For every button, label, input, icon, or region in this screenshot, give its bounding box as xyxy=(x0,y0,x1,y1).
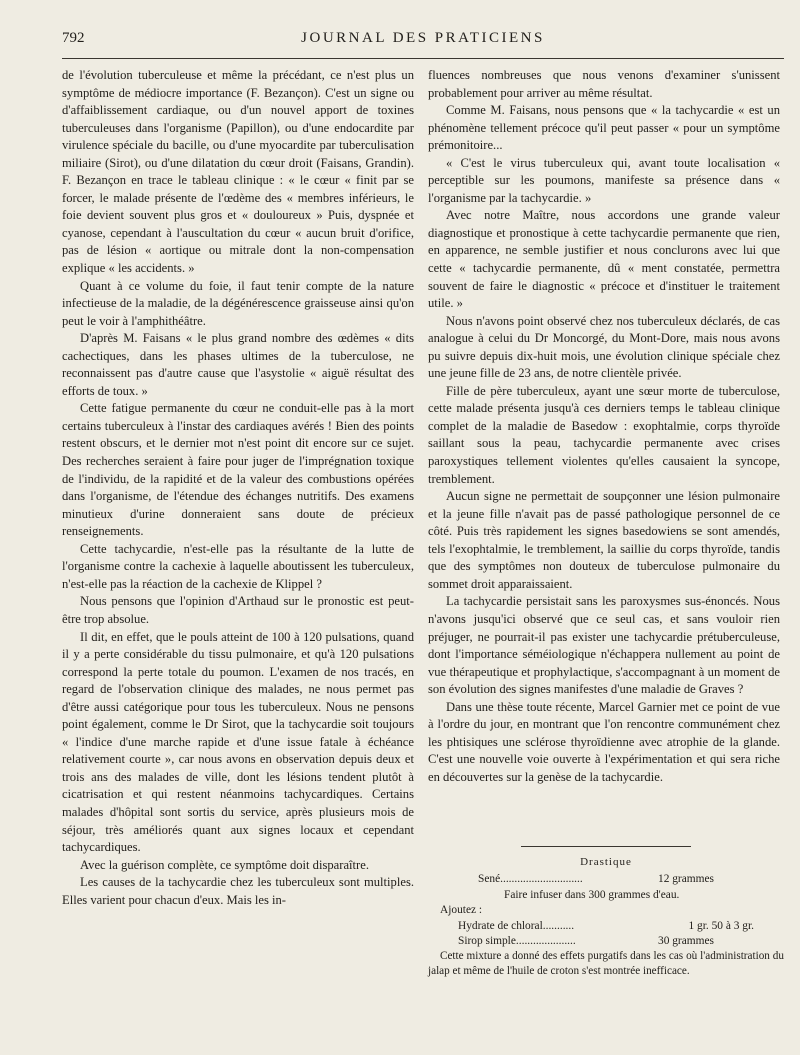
paragraph: Comme M. Faisans, nous pensons que « la tachycardie « est un phénomène tellement précoce qu'il peut passer « pour un symptôme prémonitoire... xyxy=(428,103,780,153)
paragraph: Aucun signe ne permettait de soupçonner une lésion pulmonaire et la jeune fille n'avait pas de passé pathologique personnel de ce côté. Puis très rapidement les signes basedowiens se sont amendés, tels l'exophtalmie, le tremblement, la saillie du corps thyroïde, tandis que des symptômes non douteux de tuberculose pulmonaire du sommet droit apparaissaient. xyxy=(428,489,780,591)
paragraph: de l'évolution tuberculeuse et même la précédant, ce n'est plus un symptôme de médiocre importance (F. Bezançon). C'est un signe ou d'affaiblissement cardiaque, ou d'un nouvel apport de toxines tuberculeuses dans l'organisme (Papillon), ou d'une endocardite par virulence spéciale du bacille, ou d'une myocardite par tuberculisation miliaire (Sirot), ou d'une dilatation du cœur droit (Faisans, Grandin). F. Bezançon en trace le tableau clinique : « le cœur « finit par se forcer, le malade présente de l'œdème des « membres inférieurs, le foie devient souvent plus gros et « douloureux » Puis, dyspnée et cyanose, cependant à l'auscultation du cœur « aucun bruit d'orifice, pas de lésion « aortique ou mitrale dont la non-compensation explique « les accidents. » xyxy=(62,68,414,276)
paragraph: fluences nombreuses que nous venons d'examiner s'unissent probablement pour arriver au même résultat. xyxy=(428,68,780,100)
recipe-ingredient: Sené............................. xyxy=(478,873,583,886)
recipe-ingredient: Sirop simple..................... xyxy=(458,935,576,948)
recipe-rule xyxy=(521,846,691,847)
paragraph: Quant à ce volume du foie, il faut tenir compte de la nature infectieuse de la maladie, de la dégénérescence graisseuse ainsi qu'on peut le voir à l'amphithéâtre. xyxy=(62,278,414,328)
recipe-note: Cette mixture a donné des effets purgatifs dans les cas où l'administration du jalap et même de l'huile de croton s'est montrée inefficace. xyxy=(428,950,784,978)
recipe-quantity: 1 gr. 50 à 3 gr. xyxy=(688,919,754,932)
paragraph: Fille de père tuberculeux, ayant une sœur morte de tuberculose, cette malade présenta jusqu'à ces derniers temps le tableau clinique complet de la maladie de Basedow : exophtalmie, corps thyroïde saillant sous la peau, tachycardie permanente avec crises paroxystiques tellement violentes qu'elles causaient la syncope, tremblement. xyxy=(428,383,780,486)
recipe-box xyxy=(428,840,784,979)
paragraph: Cette fatigue permanente du cœur ne conduit-elle pas à la mort certains tuberculeux à l'instar des cardiaques avérés ! Bien des points restent obscurs, et le dernier mot n'est point dit encore sur ce sujet. Des recherches seraient à faire pour juger de l'imprégnation toxique de l'individu, de la rapidité et de la valeur des combustions opérées dans l'organisme, de l'étendue des échanges nutritifs. Des examens minutieux d'urine donneraient sans doute de précieux renseignements. xyxy=(62,401,414,539)
paragraph: Les causes de la tachycardie chez les tuberculeux sont multiples. Elles varient pour chacun d'eux. Mais les in- xyxy=(62,875,414,907)
recipe-instruction: Faire infuser dans 300 grammes d'eau. xyxy=(504,888,680,901)
left-column xyxy=(62,67,414,909)
recipe-line-chloral xyxy=(428,919,784,934)
right-column xyxy=(428,67,780,786)
recipe-line-sene xyxy=(428,872,784,887)
recipe-ingredient: Hydrate de chloral........... xyxy=(458,919,575,932)
paragraph: « C'est le virus tuberculeux qui, avant toute localisation « perceptible sur les poumons, manifeste sa présence dans « l'organisme par la tachycardie. » xyxy=(428,155,780,205)
paragraph: Avec notre Maître, nous accordons une grande valeur diagnostique et pronostique à cette tachycardie permanente que rien, en apparence, ne semble justifier et nous conclurons avec lui que cette « tachycardie permanente, dû « ment constatée, permettra souvent de faire le diagnostic « précoce et d'instituer le traitement utile. » xyxy=(428,208,780,311)
paragraph: D'après M. Faisans « le plus grand nombre des œdèmes « dits cachectiques, dans les phases ultimes de la tuberculose, ne reconnaissent pas d'autre cause que l'asystolie « aiguë résultat des efforts de toux. » xyxy=(62,331,414,398)
paragraph: Avec la guérison complète, ce symptôme doit disparaître. xyxy=(80,857,369,872)
recipe-quantity: 30 grammes xyxy=(658,935,714,948)
journal-title: JOURNAL DES PRATICIENS xyxy=(301,30,545,46)
paragraph: Il dit, en effet, que le pouls atteint de 100 à 120 pulsations, quand il y a perte considérable du tissu pulmonaire, et qu'à 120 pulsations correspond la perte totale du poumon. L'examen de nos tracés, en regard de l'observation clinique des malades, ne nous permet pas d'être aussi catégorique pour tous les tuberculeux. Nous ne pensons point également, comme le Dr Sirot, que la tachycardie soit toujours « l'indice d'une marche rapide et d'une issue fatale à échéance relativement courte », car nous avons en observation depuis deux et trois ans des malades de ville, dont les lésions tendent plutôt à cicatrisation et qui restent néanmoins tachycardiques. Certains malades d'hôpital sont sortis du service, après plusieurs mois de séjour, très améliorés quant aux signes locaux et cependant tachycardiques. xyxy=(62,629,414,855)
recipe-quantity: 12 grammes xyxy=(658,873,714,886)
paragraph: Cette tachycardie, n'est-elle pas la résultante de la lutte de l'organisme contre la cachexie à laquelle aboutissent les tuberculeux, n'est-elle pas la réaction de la cachexie de Klippel ? xyxy=(62,541,414,591)
page-number: 792 xyxy=(62,30,85,46)
paragraph: Nous pensons que l'opinion d'Arthaud sur le pronostic est peut-être trop absolue. xyxy=(62,594,414,626)
recipe-title: Drastique xyxy=(580,856,632,868)
recipe-line-sirop xyxy=(428,934,784,949)
page-header xyxy=(62,30,784,52)
paragraph: Dans une thèse toute récente, Marcel Garnier met ce point de vue à l'ordre du jour, en montrant que l'on rencontre communément chez les phtisiques une sclérose thyroïdienne avec atrophie de la glande. C'est une nouvelle voie ouverte à l'expérimentation et qui sera riche en découvertes sur la genèse de la tachycardie. xyxy=(428,699,780,784)
header-rule xyxy=(62,58,784,59)
paragraph: La tachycardie persistait sans les paroxysmes sus-énoncés. Nous n'avons jusqu'ici observé que ce seul cas, et sans vouloir rien préjuger, ne pourrait-il pas exister une tachycardie prétuberculeuse, dont l'importance séméiologique n'échappera nullement au point de vue thérapeutique et prophylactique, s'accompagnant à un moment de son évolution des signes manifestes d'une maladie de Graves ? xyxy=(428,594,780,697)
paragraph: Nous n'avons point observé chez nos tuberculeux déclarés, de cas analogue à celui du Dr Moncorgé, du Mont-Dore, mais nous avons pu suivre depuis dix-huit mois, une évolution clinique spéciale chez une jeune fille de 23 ans, de notre clientèle privée. xyxy=(428,313,780,381)
recipe-add: Ajoutez : xyxy=(440,904,483,917)
